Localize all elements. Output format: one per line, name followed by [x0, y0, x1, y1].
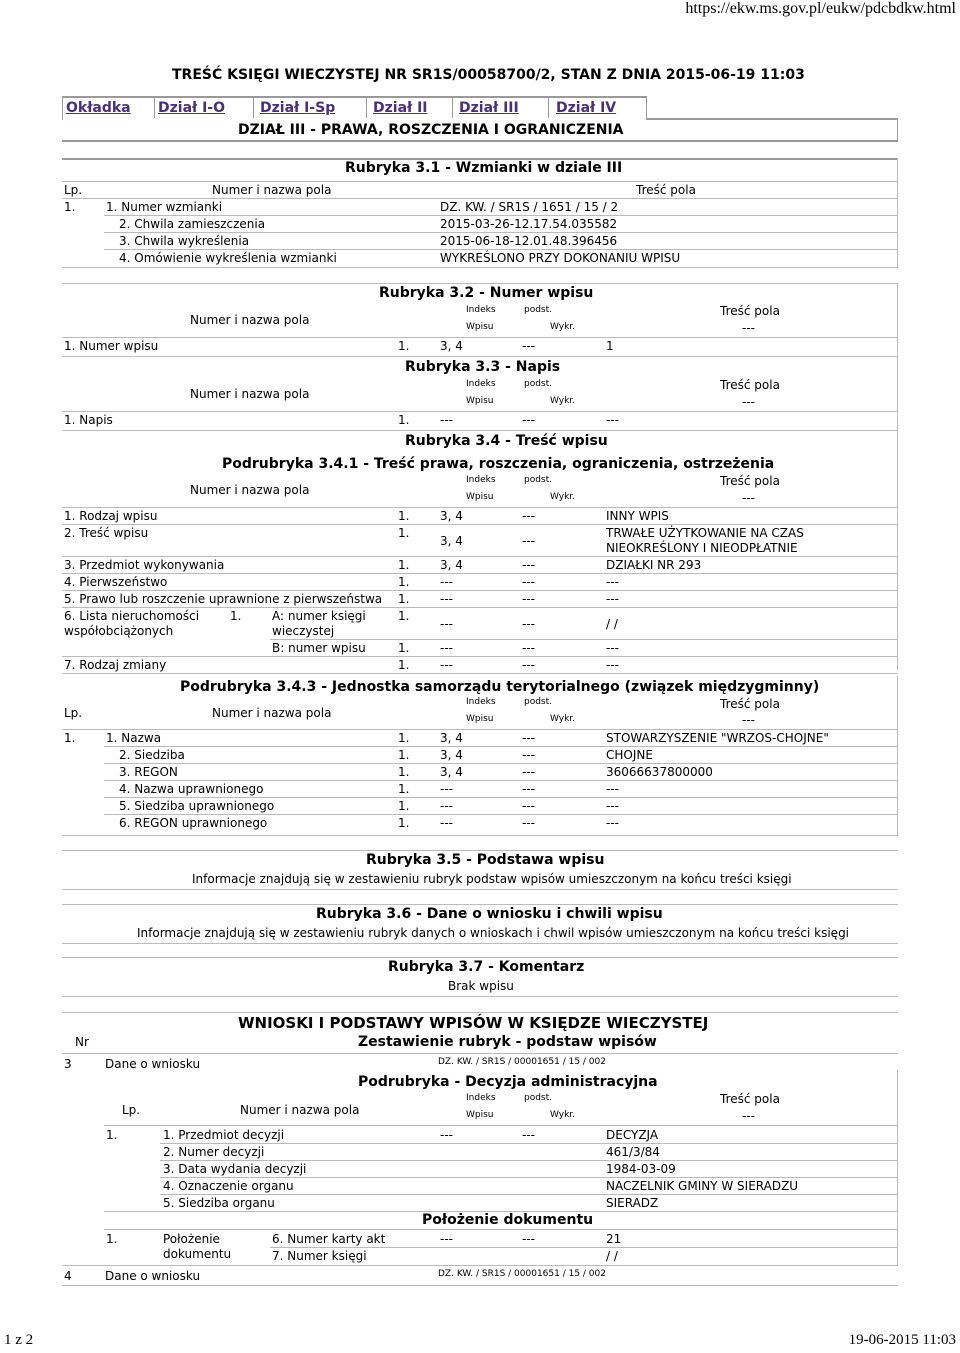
pol-karta-val: 21 — [606, 1232, 622, 1246]
dec-wykr-1: --- — [522, 1128, 535, 1142]
pol-karta-k: --- — [440, 1232, 453, 1246]
page-url: https://ekw.ms.gov.pl/eukw/pdcbdkw.html — [685, 0, 956, 17]
r31-value-2: 2015-03-26-12.17.54.035582 — [440, 217, 618, 231]
r341-tresc-wykr: --- — [522, 534, 535, 548]
r33-value: --- — [606, 413, 619, 427]
r341-zmiana-k: --- — [440, 658, 453, 672]
r343-val-3: 36066637800000 — [606, 765, 713, 779]
r341-tresc: 2. Treść wpisu — [64, 526, 149, 540]
tab-dzial-ii[interactable]: Dział II — [373, 100, 428, 116]
pol-karta: 6. Numer karty akt — [272, 1232, 386, 1246]
r343-wykr-1: --- — [522, 731, 535, 745]
dec-podst: podst. — [524, 1093, 553, 1103]
tab-dzial-iv[interactable]: Dział IV — [556, 100, 617, 116]
r31-label-4: 4. Omówienie wykreślenia wzmianki — [119, 251, 337, 265]
dzial-title: DZIAŁ III - PRAWA, ROSZCZENIA I OGRANICZENIA — [238, 122, 624, 138]
r32-podst: podst. — [524, 305, 553, 315]
r36-text: Informacje znajdują się w zestawieniu rubryk danych o wnioskach i chwil wpisów umieszczonym na końcu treści księgi — [137, 926, 850, 940]
r343-lp-4: 1. — [398, 782, 410, 796]
r341-pierwsz-k: --- — [440, 575, 453, 589]
r35-title: Rubryka 3.5 - Podstawa wpisu — [366, 852, 605, 868]
r341-a-k: --- — [440, 617, 453, 631]
r343-val-2: CHOJNE — [606, 748, 653, 762]
pod-decyzja-title: Podrubryka - Decyzja administracyjna — [358, 1074, 658, 1090]
dec-k-1: --- — [440, 1128, 453, 1142]
r32-label: 1. Numer wpisu — [64, 339, 159, 353]
r341-a-label-1: A: numer księgi — [272, 609, 366, 623]
wnioski-title: WNIOSKI I PODSTAWY WPISÓW W KSIĘDZE WIECZYSTEJ — [238, 1014, 709, 1032]
r341-przedmiot-k: 3, 4 — [440, 558, 463, 572]
r341-lista-lp: 1. — [230, 609, 242, 623]
r343-lp-1: 1. — [398, 731, 410, 745]
dec-val-3: 1984-03-09 — [606, 1162, 676, 1176]
r341-tresc-k: 3, 4 — [440, 534, 463, 548]
r343-k-2: 3, 4 — [440, 748, 463, 762]
r343-wykr-4: --- — [522, 782, 535, 796]
dec-val-5: SIERADZ — [606, 1196, 659, 1210]
r32-wpisu: Wpisu — [466, 322, 494, 332]
dec-lp-header: Lp. — [122, 1103, 141, 1117]
r343-k-4: --- — [440, 782, 453, 796]
r31-value-1: DZ. KW. / SR1S / 1651 / 15 / 2 — [440, 200, 619, 214]
r343-name-header: Numer i nazwa pola — [212, 706, 332, 720]
r341-prawo: 5. Prawo lub roszczenie uprawnione z pierwszeństwa — [64, 592, 383, 606]
r343-val-4: --- — [606, 782, 619, 796]
dec-name-header: Numer i nazwa pola — [240, 1103, 360, 1117]
r341-wpisu: Wpisu — [466, 492, 494, 502]
r343-label-5: 5. Siedziba uprawnionego — [119, 799, 275, 813]
r341-pierwsz-wykr: --- — [522, 575, 535, 589]
r343-lp-header: Lp. — [64, 706, 83, 720]
r343-val-1: STOWARZYSZENIE "WRZOS-CHOJNE" — [606, 731, 829, 745]
wnioski-subtitle: Zestawienie rubryk - podstaw wpisów — [358, 1034, 657, 1050]
r341-b-label: B: numer wpisu — [272, 641, 366, 655]
r343-label-1: 1. Nazwa — [106, 731, 162, 745]
r343-label-3: 3. REGON — [119, 765, 178, 779]
r341-title: Podrubryka 3.4.1 - Treść prawa, roszczenia, ograniczenia, ostrzeżenia — [222, 456, 775, 472]
r343-label-4: 4. Nazwa uprawnionego — [119, 782, 264, 796]
polozenie-title: Położenie dokumentu — [422, 1212, 594, 1228]
dec-label-5: 5. Siedziba organu — [163, 1196, 275, 1210]
r341-rodzaj: 1. Rodzaj wpisu — [64, 509, 158, 523]
r33-label: 1. Napis — [64, 413, 113, 427]
r341-a-label-2: wieczystej — [272, 624, 335, 638]
r341-a-wykr: --- — [522, 617, 535, 631]
dec-indeks: Indeks — [466, 1093, 496, 1103]
r341-rodzaj-val: INNY WPIS — [606, 509, 669, 523]
r341-indeks: Indeks — [466, 475, 496, 485]
r341-a-lp: 1. — [398, 609, 410, 623]
r37-title: Rubryka 3.7 - Komentarz — [388, 959, 585, 975]
wn4-ref: DZ. KW. / SR1S / 00001651 / 15 / 002 — [438, 1269, 606, 1279]
r341-b-val: --- — [606, 641, 619, 655]
r31-name-header: Numer i nazwa pola — [212, 183, 332, 197]
r341-pierwsz-val: --- — [606, 575, 619, 589]
pol-lp: 1. — [106, 1232, 118, 1246]
pol-ksiegi-val: / / — [606, 1249, 618, 1263]
r31-label-2: 2. Chwila zamieszczenia — [119, 217, 266, 231]
r31-value-4: WYKREŚLONO PRZY DOKONANIU WPISU — [440, 251, 681, 265]
r343-lp: 1. — [64, 731, 76, 745]
wnioski-nr-header: Nr — [75, 1035, 89, 1049]
r31-lp: 1. — [64, 200, 76, 214]
r343-wykr-6: --- — [522, 816, 535, 830]
r341-lista-2: współobciążonych — [64, 624, 174, 638]
r343-label-2: 2. Siedziba — [119, 748, 185, 762]
wn4-nr: 4 — [64, 1269, 72, 1283]
r341-rodzaj-k: 3, 4 — [440, 509, 463, 523]
r32-lp: 1. — [398, 339, 410, 353]
r343-wykr-2: --- — [522, 748, 535, 762]
r33-indeks: Indeks — [466, 379, 496, 389]
r31-lp-header: Lp. — [64, 183, 83, 197]
r343-wpisu: Wpisu — [466, 714, 494, 724]
dec-lp: 1. — [106, 1128, 118, 1142]
dec-label-2: 2. Numer decyzji — [163, 1145, 265, 1159]
r343-indeks: Indeks — [466, 697, 496, 707]
r343-lp-3: 1. — [398, 765, 410, 779]
r32-wykr-val: --- — [522, 339, 535, 353]
r341-prawo-wykr: --- — [522, 592, 535, 606]
r32-indeks: Indeks — [466, 305, 496, 315]
r341-zmiana-lp: 1. — [398, 658, 410, 672]
dec-val-1: DECYZJA — [606, 1128, 659, 1142]
r343-podst: podst. — [524, 697, 553, 707]
r32-name-header: Numer i nazwa pola — [190, 313, 310, 327]
tab-dzial-iii[interactable]: Dział III — [459, 100, 519, 116]
doc-title: TREŚĆ KSIĘGI WIECZYSTEJ NR SR1S/00058700/2, STAN Z DNIA 2015-06-19 11:03 — [172, 67, 805, 83]
r33-wpisu: Wpisu — [466, 396, 494, 406]
r343-val-6: --- — [606, 816, 619, 830]
dec-label-1: 1. Przedmiot decyzji — [163, 1128, 285, 1142]
r33-lp: 1. — [398, 413, 410, 427]
r341-rodzaj-lp: 1. — [398, 509, 410, 523]
r343-wykr: Wykr. — [550, 714, 576, 724]
r33-k: --- — [440, 413, 453, 427]
r31-label-1: 1. Numer wzmianki — [106, 200, 223, 214]
r33-wykr: Wykr. — [550, 396, 576, 406]
r341-rodzaj-wykr: --- — [522, 509, 535, 523]
dec-value-header: Treść pola — [720, 1092, 780, 1106]
r33-podst: podst. — [524, 379, 553, 389]
r341-wykr: Wykr. — [550, 492, 576, 502]
r341-tresc-val-1: TRWAŁE UŻYTKOWANIE NA CZAS — [606, 526, 804, 540]
dec-dash-header: --- — [742, 1109, 755, 1123]
r31-value-header: Treść pola — [636, 183, 696, 197]
r31-label-3: 3. Chwila wykreślenia — [119, 234, 250, 248]
dec-label-4: 4. Oznaczenie organu — [163, 1179, 294, 1193]
r343-wykr-5: --- — [522, 799, 535, 813]
tab-dzial-io[interactable]: Dział I-O — [158, 100, 226, 116]
dec-wpisu: Wpisu — [466, 1110, 494, 1120]
r341-prawo-lp: 1. — [398, 592, 410, 606]
wn3-nr: 3 — [64, 1057, 72, 1071]
r31-title: Rubryka 3.1 - Wzmianki w dziale III — [345, 160, 623, 176]
r37-text: Brak wpisu — [448, 979, 514, 993]
r341-zmiana: 7. Rodzaj zmiany — [64, 658, 167, 672]
dec-val-4: NACZELNIK GMINY W SIERADZU — [606, 1179, 799, 1193]
wn3-ref: DZ. KW. / SR1S / 00001651 / 15 / 002 — [438, 1057, 606, 1067]
r341-pierwsz-lp: 1. — [398, 575, 410, 589]
dec-val-2: 461/3/84 — [606, 1145, 660, 1159]
r341-przedmiot-wykr: --- — [522, 558, 535, 572]
r341-podst: podst. — [524, 475, 553, 485]
r343-dash-header: --- — [742, 713, 755, 727]
pol-ksiegi: 7. Numer księgi — [272, 1249, 367, 1263]
r341-prawo-val: --- — [606, 592, 619, 606]
r33-name-header: Numer i nazwa pola — [190, 387, 310, 401]
pol-label-1: Położenie — [163, 1232, 220, 1246]
r341-b-lp: 1. — [398, 641, 410, 655]
r341-zmiana-wykr: --- — [522, 658, 535, 672]
r341-pierwsz: 4. Pierwszeństwo — [64, 575, 168, 589]
r35-text: Informacje znajdują się w zestawieniu rubryk podstaw wpisów umieszczonym na końcu treści księgi — [192, 872, 792, 886]
r32-title: Rubryka 3.2 - Numer wpisu — [379, 285, 594, 301]
r33-wykr-val: --- — [522, 413, 535, 427]
r343-k-1: 3, 4 — [440, 731, 463, 745]
r341-value-header: Treść pola — [720, 474, 780, 488]
r341-b-k: --- — [440, 641, 453, 655]
r341-dash-header: --- — [742, 491, 755, 505]
r341-przedmiot-val: DZIAŁKI NR 293 — [606, 558, 702, 572]
r341-zmiana-val: --- — [606, 658, 619, 672]
tab-dzial-isp[interactable]: Dział I-Sp — [260, 100, 336, 116]
r343-k-6: --- — [440, 816, 453, 830]
r341-przedmiot-lp: 1. — [398, 558, 410, 572]
r343-k-3: 3, 4 — [440, 765, 463, 779]
r343-lp-6: 1. — [398, 816, 410, 830]
dec-label-3: 3. Data wydania decyzji — [163, 1162, 307, 1176]
r33-dash-header: --- — [742, 395, 755, 409]
r32-wykr: Wykr. — [550, 322, 576, 332]
r341-a-val: / / — [606, 617, 618, 631]
r343-val-5: --- — [606, 799, 619, 813]
r343-value-header: Treść pola — [720, 697, 780, 711]
wn3-dane: Dane o wniosku — [105, 1057, 201, 1071]
r341-b-wykr: --- — [522, 641, 535, 655]
r341-prawo-k: --- — [440, 592, 453, 606]
r34-title: Rubryka 3.4 - Treść wpisu — [405, 433, 608, 449]
r32-k: 3, 4 — [440, 339, 463, 353]
r343-title: Podrubryka 3.4.3 - Jednostka samorządu terytorialnego (związek międzygminny) — [180, 679, 820, 695]
r36-title: Rubryka 3.6 - Dane o wniosku i chwili wpisu — [316, 906, 663, 922]
r32-dash-header: --- — [742, 321, 755, 335]
r31-value-3: 2015-06-18-12.01.48.396456 — [440, 234, 618, 248]
r341-tresc-lp: 1. — [398, 526, 410, 540]
r33-title: Rubryka 3.3 - Napis — [405, 359, 561, 375]
r343-k-5: --- — [440, 799, 453, 813]
r33-value-header: Treść pola — [720, 378, 780, 392]
pol-label-2: dokumentu — [163, 1247, 232, 1261]
dec-wykr: Wykr. — [550, 1110, 576, 1120]
page-number: 1 z 2 — [4, 1332, 34, 1348]
r343-wykr-3: --- — [522, 765, 535, 779]
print-datetime: 19-06-2015 11:03 — [848, 1332, 956, 1348]
r341-przedmiot: 3. Przedmiot wykonywania — [64, 558, 225, 572]
r343-lp-2: 1. — [398, 748, 410, 762]
r341-lista-1: 6. Lista nieruchomości — [64, 609, 200, 623]
pol-karta-wykr: --- — [522, 1232, 535, 1246]
r343-label-6: 6. REGON uprawnionego — [119, 816, 268, 830]
r32-value: 1 — [606, 339, 614, 353]
tab-okladka[interactable]: Okładka — [66, 100, 131, 116]
r32-value-header: Treść pola — [720, 304, 780, 318]
r343-lp-5: 1. — [398, 799, 410, 813]
r341-name-header: Numer i nazwa pola — [190, 483, 310, 497]
r341-tresc-val-2: NIEOKREŚLONY I NIEODPŁATNIE — [606, 541, 798, 555]
wn4-dane: Dane o wniosku — [105, 1269, 201, 1283]
